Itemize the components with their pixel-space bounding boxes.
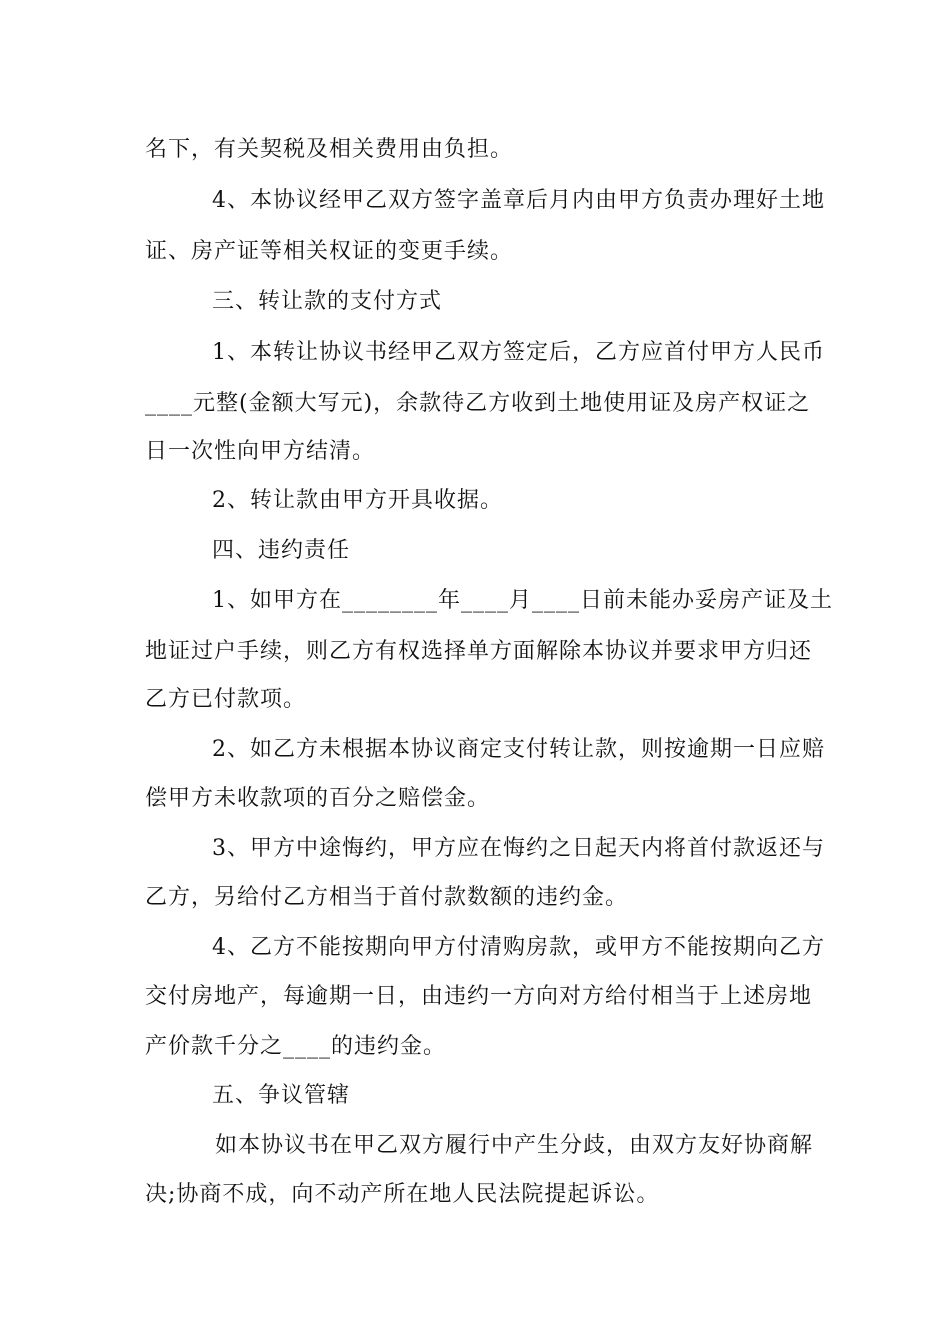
text-line: ____元整(金额大写元)，余款待乙方收到土地使用证及房产权证之	[145, 391, 811, 416]
text-line: 3、甲方中途悔约，甲方应在悔约之日起天内将首付款返还与	[212, 836, 825, 861]
text-line: 1、本转让协议书经甲乙双方签定后，乙方应首付甲方人民币	[212, 340, 825, 365]
text-line: 乙方已付款项。	[145, 687, 307, 712]
text-line: 2、转让款由甲方开具收据。	[212, 488, 503, 513]
section-heading: 四、违约责任	[212, 538, 351, 563]
text-line: 名下，有关契税及相关费用由负担。	[145, 137, 514, 162]
text-line: 日一次性向甲方结清。	[145, 439, 376, 464]
text-line: 交付房地产，每逾期一日，由违约一方向对方给付相当于上述房地	[145, 984, 813, 1009]
text-line: 地证过户手续，则乙方有权选择单方面解除本协议并要求甲方归还	[145, 639, 813, 664]
text-line: 4、乙方不能按期向甲方付清购房款，或甲方不能按期向乙方	[212, 935, 825, 960]
text-line: 产价款千分之____的违约金。	[145, 1034, 447, 1059]
text-line: 乙方，另给付乙方相当于首付款数额的违约金。	[145, 885, 629, 910]
text-line: 4、本协议经甲乙双方签字盖章后月内由甲方负责办理好土地	[212, 188, 825, 213]
section-heading: 三、转让款的支付方式	[212, 289, 443, 314]
text-line: 1、如甲方在________年____月____日前未能办妥房产证及土	[212, 588, 833, 613]
text-line: 2、如乙方未根据本协议商定支付转让款，则按逾期一日应赔	[212, 737, 825, 762]
text-line: 证、房产证等相关权证的变更手续。	[145, 239, 514, 264]
text-line: 决;协商不成，向不动产所在地人民法院提起诉讼。	[145, 1182, 660, 1207]
section-heading: 五、争议管辖	[212, 1083, 351, 1108]
text-line: 偿甲方未收款项的百分之赔偿金。	[145, 786, 491, 811]
text-line: 如本协议书在甲乙双方履行中产生分歧，由双方友好协商解	[215, 1133, 814, 1158]
